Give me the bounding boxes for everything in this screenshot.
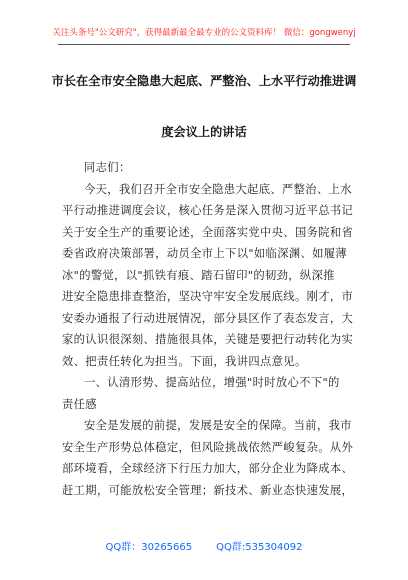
body-line-salutation: 同志们： [84, 161, 131, 174]
body-line: 部环境看，全球经济下行压力加大，部分企业为降成本、 [62, 462, 354, 475]
body-line: 安委办通报了行动进展情况，部分县区作了表态发言，大 [62, 311, 354, 325]
footer-qq-group-2: QQ群:535304092 [216, 542, 303, 553]
body-line: 安全是发展的前提，发展是安全的保障。当前，我市 [84, 419, 352, 432]
header-promo-note: 关注头条号"公文研究"，获得最新最全最专业的公文资料库！ 微信：gongwenyj [52, 28, 356, 38]
footer-contact [0, 538, 408, 553]
body-line: 冰"的警觉，以"抓铁有痕、踏石留印"的韧劲，纵深推 [62, 268, 335, 282]
body-line: 今天，我们召开全市安全隐患大起底、严整治、上水 [84, 182, 352, 196]
document-title-line-2: 度会议上的讲话 [161, 125, 247, 139]
body-line: 委省政府决策部署，动员全市上下以"如临深渊、如履薄 [62, 247, 348, 260]
header-divider [58, 44, 350, 45]
document-title-line-1: 市长在全市安全隐患大起底、严整治、上水平行动推进调 [51, 74, 357, 88]
body-line: 赶工期，可能放松安全管理；新技术、新业态快速发展， [62, 483, 354, 497]
body-line: 进安全隐患排查整治，坚决守牢安全发展底线。刚才，市 [62, 290, 354, 303]
document-body [62, 157, 362, 501]
footer-qq-group-1: QQ群：30265665 [105, 542, 193, 553]
body-line: 家的认识很深刻、措施很具体，关键是要把行动转化为实 [62, 333, 354, 346]
body-line: 平行动推进调度会议，核心任务是深入贯彻习近平总书记 [62, 204, 354, 217]
section-heading-line: 一、认清形势、提高站位，增强"时时放心不下"的 [84, 376, 340, 389]
section-heading-line: 责任感 [62, 397, 97, 411]
body-line: 效、把责任转化为担当。下面，我讲四点意见。 [62, 354, 307, 368]
body-line: 安全生产形势总体稳定，但风险挑战依然严峻复杂。从外 [62, 440, 354, 454]
body-line: 关于安全生产的重要论述，全面落实党中央、国务院和省 [62, 225, 354, 239]
